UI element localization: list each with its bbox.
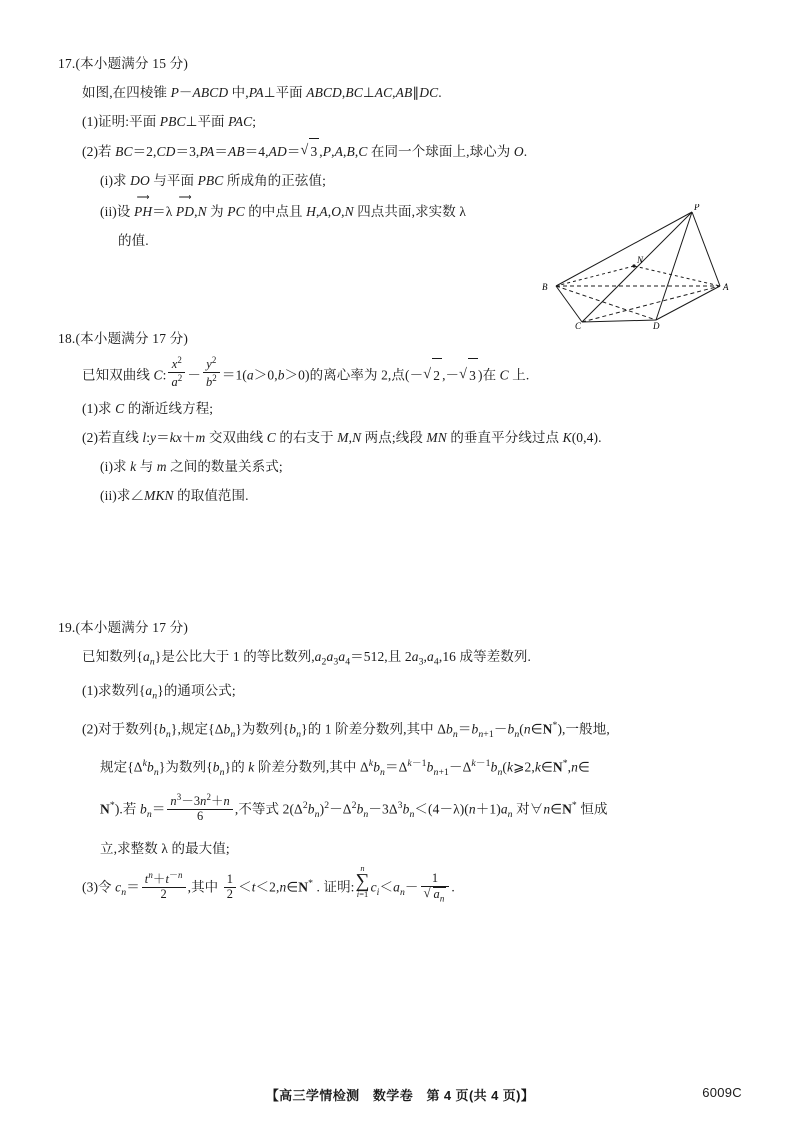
question-18-number: 18. [58,331,76,346]
question-17-stem: 如图,在四棱锥 P－ABCD 中,PA⊥平面 ABCD,BC⊥AC,AB∥DC. [82,85,442,100]
svg-text:C: C [575,321,582,329]
question-17-part-2ii-cont: 的值. [118,233,149,248]
question-17-header [58,52,742,72]
question-19-part-1: (1)求数列$\{a_n\}$的通项公式; [82,683,236,703]
question-19-part-2-line2: 规定$\{\Delta^kb_n\}$为数列$\{b_n\}$的 k 阶差分数列,其中 $\Delta^kb_n=\Delta^{k-1}b_{n+1}-\Delta^{k-1}b_n(k⩾2,k\in N^*,n\in$ [100,758,590,779]
pyramid-figure [534,204,734,329]
svg-text:B: B [542,282,548,292]
question-18-part-1: (1)求 C 的渐近线方程; [82,400,214,416]
question-19-stem: 已知数列$\{a_n\}$是公比大于 1 的等比数列$,a_2a_3a_4=512$,且 $2a_3,a_4,16$ 成等差数列. [82,648,531,668]
footer-code: 6009C [702,1085,742,1100]
question-19-header [58,616,742,636]
question-18-stem: 已知双曲线 C: $\frac{x^2}{a^2}$ － $\frac{y^2}{b^2}$ ＝1(a＞0,b＞0)的离心率为 2,点(－ √ 2 ,－ √ 3 )在 C 上. [58,355,742,393]
question-17-part-2ii: (ii)设 ⟶ PH＝λ ⟶ PD,N 为 PC 的中点且 H,A,O,N 四点共面,求实数 λ [58,197,742,225]
question-18-score: (本小题满分 17 分) [75,331,189,346]
question-17-score: (本小题满分 15 分) [75,56,189,71]
question-17-number: 17. [58,56,76,71]
question-17-part-2: (2)若 BC＝2,CD＝3,PA＝AB＝4,AD＝ √ 3 ,P,A,B,C 在同一个球面上,球心为 O. [58,138,742,165]
svg-text:A: A [723,282,729,292]
svg-text:D: D [653,321,660,329]
question-19-part-3: (3)令 $c_n=$ $\frac{t^n+t^{-n}}{2}$ ,其中 $\frac{1}{2}$ ＜t＜2,n∈N* . 证明: n ∑ i=1 $c_i<a_n-$ 1 √ $a_n$ . [58,865,742,912]
question-19 [58,616,742,912]
question-18-header [58,327,742,347]
question-19-part-2-line4: 立,求整数 λ 的最大值; [100,840,230,856]
question-18-part-2i: (i)求 k 与 m 之间的数量关系式; [100,458,283,474]
question-19-score: (本小题满分 17 分) [75,619,189,635]
question-17-part-2i: (i)求 DO 与平面 PBC 所成角的正弦值; [100,173,326,188]
svg-text:N: N [637,255,644,265]
question-19-part-2: (2)对于数列$\{b_n\}$,规定$\{\Delta b_n\}$为数列$\{b_n\}$的 1 阶差分数列,其中 $\Delta b_n=b_{n+1}-b_n(n\in N^*)$,一般地, [82,720,610,741]
question-19-part-2-line3: N*).若 $b_n=$ $\frac{n^3-3n^2+n}{6}$ ,不等式 $2(\Delta^2b_n)^2-\Delta^2b_n-3\Delta^3b_n<(4-\lambda)(n+1)a_n$ 对∀n∈N* 恒成 [100,792,608,824]
question-17 [58,52,742,329]
footer-title: 【高三学情检测 数学卷 第 4 页(共 4 页)】 [265,1088,535,1103]
question-18-part-2ii: (ii)求∠MKN 的取值范围. [100,487,249,503]
question-18-part-2: (2)若直线 l:y＝kx＋m 交双曲线 C 的右支于 M,N 两点;线段 MN 的垂直平分线过点 K(0,4). [82,429,602,445]
svg-text:P: P [694,204,700,212]
page-footer [0,1085,800,1105]
question-17-part-1: (1)证明:平面 PBC⊥平面 PAC; [82,114,257,129]
question-18 [58,327,742,509]
question-19-number: 19. [58,619,76,635]
